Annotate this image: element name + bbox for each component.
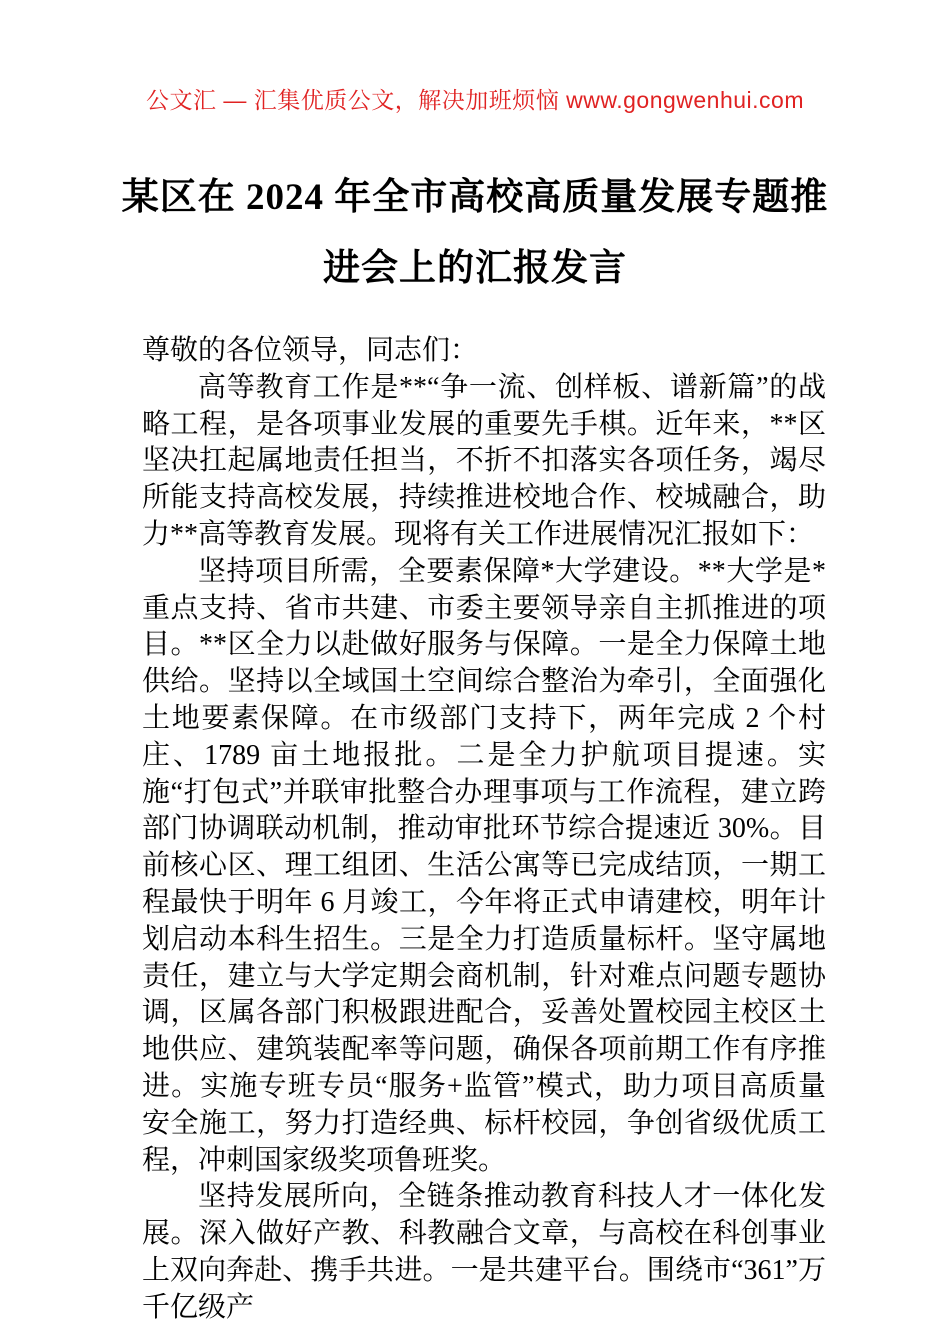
document-title [70, 162, 880, 304]
title-line-2: 进会上的汇报发言 [323, 248, 627, 289]
body-paragraph: 高等教育工作是**“争一流、创样板、谱新篇”的战略工程，是各项事业发展的重要先手棋。近年来，**区坚决扛起属地责任担当，不折不扣落实各项任务，竭尽所能支持高校发展，持续推进校地合作、校城融合，助力**高等教育发展。现将有关工作进展情况汇报如下： [142, 371, 826, 550]
body-paragraph: 坚持发展所向，全链条推动教育科技人才一体化发展。深入做好产教、科教融合文章，与高校在科创事业上双向奔赴、携手共进。一是共建平台。围绕市“361”万千亿级产 [142, 1181, 826, 1323]
title-line-1: 某区在 2024 年全市高校高质量发展专题推 [121, 177, 829, 218]
body-paragraph: 尊敬的各位领导，同志们： [142, 335, 479, 366]
document-body [142, 333, 826, 1327]
body-paragraph: 坚持项目所需，全要素保障*大学建设。**大学是*重点支持、省市共建、市委主要领导亲自主抓推进的项目。**区全力以赴做好服务与保障。一是全力保障土地供给。坚持以全域国土空间综合整治为牵引，全面强化土地要素保障。在市级部门支持下，两年完成 2 个村庄、1789 亩土地报批。二是全力护航项目提速。实施“打包式”并联审批整合办理事项与工作流程，建立跨部门协调联动机制，推动审批环节综合提速近 30%。目前核心区、理工组团、生活公寓等已完成结顶，一期工程最快于明年 6 月竣工，今年将正式申请建校，明年计划启动本科生招生。三是全力打造质量标杆。坚守属地责任，建立与大学定期会商机制，针对难点问题专题协调，区属各部门积极跟进配合，妥善处置校园主校区土地供应、建筑装配率等问题，确保各项前期工作有序推进。实施专班专员“服务+监管”模式，助力项目高质量安全施工，努力打造经典、标杆校园，争创省级优质工程，冲刺国家级奖项鲁班奖。 [142, 555, 826, 1176]
watermark-banner: 公文汇 — 汇集优质公文，解决加班烦恼 www.gongwenhui.com [145, 87, 804, 113]
